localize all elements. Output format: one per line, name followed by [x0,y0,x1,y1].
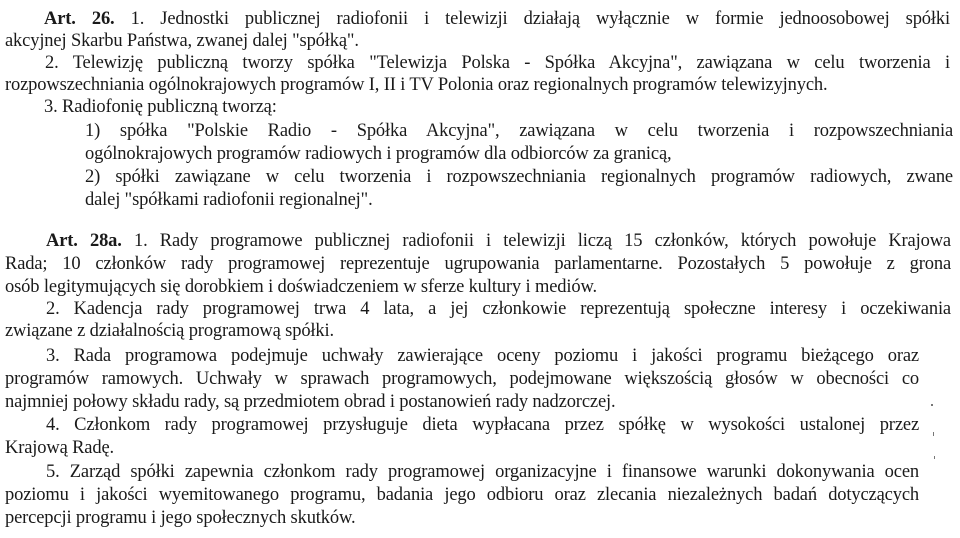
art28a-p3-line2: programów ramowych. Uchwały w sprawach programowych, podejmowane większością głosów w obecności co [5,369,919,389]
art26-p3-line1: 3. Radiofonię publiczną tworzą: [44,97,277,117]
art28a-p2-line1: 2. Kadencja rady programowej trwa 4 lata, a jej członkowie reprezentują społeczne interesy i oczekiwania [46,299,951,319]
art26-p3-item2-line1: 2) spółki zawiązane w celu tworzenia i rozpowszechniania regionalnych programów radiowych, zwane [85,167,953,187]
art26-heading: Art. 26. [44,9,115,29]
art28a-p4-line2: Krajową Radę. [5,438,115,458]
scan-speck [931,404,933,406]
art28a-heading: Art. 28a. [46,231,122,251]
art28a-p5-line3: percepcji programu i jego społecznych skutków. [5,508,356,528]
art26-p1-line2: akcyjnej Skarbu Państwa, zwanej dalej "spółką". [5,31,359,51]
art28a-p3-line1: 3. Rada programowa podejmuje uchwały zawierające oceny poziomu i jakości programu bieżącego oraz [46,346,919,366]
art26-p3-item1-line2: ogólnokrajowych programów radiowych i programów dla odbiorców za granicą, [85,144,672,164]
art26-p3-item2-line2: dalej "spółkami radiofonii regionalnej". [85,190,373,210]
scan-speck [933,432,934,436]
art28a-p5-line2: poziomu i jakości wyemitowanego programu, badania jego odbioru oraz zlecania niezależnych badań dotyczących [5,485,919,505]
art26-p3-item1-line1: 1) spółka "Polskie Radio - Spółka Akcyjna", zawiązana w celu tworzenia i rozpowszechniania [85,121,953,141]
art28a-p5-line1: 5. Zarząd spółki zapewnia członkom rady programowej organizacyjne i finansowe warunki dokonywania ocen [46,462,919,482]
art28a-p3-line3: najmniej połowy składu rady, są przedmiotem obrad i postanowień rady nadzorczej. [5,392,616,412]
art28a-p2-line2: związane z działalnością programową spółki. [5,321,334,341]
art28a-line-1 [46,230,951,252]
art26-p2-line1: 2. Telewizję publiczną tworzy spółka "Telewizja Polska - Spółka Akcyjna", zawiązana w celu tworzenia i [45,53,950,73]
art28a-p1-line2: Rada; 10 członków rady programowej reprezentuje ugrupowania parlamentarne. Pozostałych 5 powołuje z grona [5,254,951,274]
art26-line-1 [44,8,950,30]
art28a-p1-line3: osób legitymujących się dorobkiem i doświadczeniem w sferze kultury i mediów. [5,277,597,297]
art26-p1-line1: 1. Jednostki publicznej radiofonii i telewizji działają wyłącznie w formie jednoosobowej spółki [130,9,950,29]
art26-p2-line2: rozpowszechniania ogólnokrajowych programów I, II i TV Polonia oraz regionalnych programów telewizyjnych. [5,75,828,95]
scan-speck [934,456,935,459]
art28a-p4-line1: 4. Członkom rady programowej przysługuje dieta wypłacana przez spółkę w wysokości ustalonej przez [46,415,919,435]
art28a-p1-line1: 1. Rady programowe publicznej radiofonii i telewizji liczą 15 członków, których powołuje Krajowa [133,231,951,251]
